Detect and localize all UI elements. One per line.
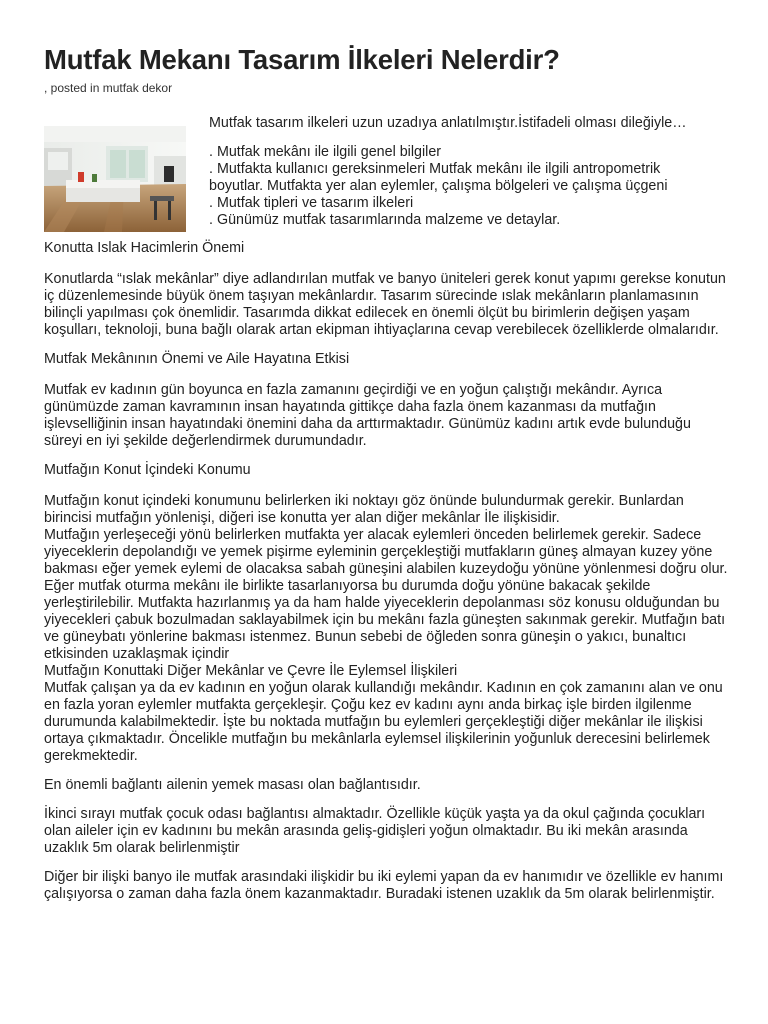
article-body xyxy=(44,240,728,903)
paragraph: Diğer bir ilişki banyo ile mutfak arasındaki ilişkidir bu iki eylemi yapan da ev hanımıdır ve özellikle ev hanımı çalışıyorsa o zaman daha fazla önem kazanmaktadır. Buradaki istenen uzaklık da 5m olarak belirlenmiştir. xyxy=(44,869,724,902)
intro-block xyxy=(44,115,728,228)
section-heading: Mutfak Mekânının Önemi ve Aile Hayatına Etkisi xyxy=(44,351,350,367)
meta-prefix: , posted in xyxy=(44,81,103,95)
paragraph: Mutfağın yerleşeceği yönü belirlerken mutfakta yer alacak eylemleri önceden belirlemek gerekir. Sadece yiyeceklerin depolandığı ve yemek pişirme eyleminin gerçekleştiği mutfakların güneş almayan kuzey yöne bakması eğer yemek eylemi de olacaksa sabah güneşini alabilen kuzeydoğu yönüne yönlenmesi doğru olur. Eğer mutfak oturma mekânı ile birlikte tasarlanıyorsa bu durumda doğu yönüne bakacak şekilde yerleştirilebilir. Mutfakta hazırlanmış ya da ham halde yiyeceklerin depolanması söz konusu olduğundan bu yiyecekleri çabuk bozulmadan saklayabilmek için bu mekânı fazla güneşten sakınmak gerekir. Mutfağın batı ve güneybatı yönlerine bakması istenmez. Bunun sebebi de öğleden sonra güneşin o yakıcı, bunaltıcı etkisinden uzaklaşmak içindir xyxy=(44,527,728,662)
list-item: boyutlar. Mutfakta yer alan eylemler, çalışma bölgeleri ve çalışma üçgeni xyxy=(209,178,668,194)
article xyxy=(44,42,728,915)
page-title: Mutfak Mekanı Tasarım İlkeleri Nelerdir? xyxy=(44,44,560,75)
intro-lead: Mutfak tasarım ilkeleri uzun uzadıya anlatılmıştır.İstifadeli olması dileğiyle… xyxy=(209,115,687,131)
paragraph: Konutlarda “ıslak mekânlar” diye adlandırılan mutfak ve banyo üniteleri gerek konut yapımı gerekse konutun iç düzenlemesinde büyük önem taşıyan mekânlardır. Tasarım sürecinde ıslak mekânların planlamasının bilinçli yapılması çok önemlidir. Tasarımda dikkat edilecek en önemli ölçüt bu birimlerin değişen yaşam koşulları, teknoloji, buna bağlı olarak artan ekipman ihtiyaçlarına cevap verebilecek özelliklerde olmalarıdır. xyxy=(44,271,726,338)
list-item: . Mutfak tipleri ve tasarım ilkeleri xyxy=(209,195,414,211)
list-item: . Mutfak mekânı ile ilgili genel bilgiler xyxy=(209,144,442,160)
list-item: . Mutfakta kullanıcı gereksinmeleri Mutfak mekânı ile ilgili antropometrik xyxy=(209,161,661,177)
subheading: Mutfağın Konuttaki Diğer Mekânlar ve Çevre İle Eylemsel İlişkileri xyxy=(44,663,458,679)
category-link[interactable]: mutfak dekor xyxy=(102,81,173,95)
section-heading: Mutfağın Konut İçindeki Konumu xyxy=(44,462,251,478)
kitchen-photo xyxy=(44,126,186,232)
paragraph: Mutfak ev kadının gün boyunca en fazla zamanını geçirdiği ve en yoğun çalıştığı mekândır. Ayrıca günümüzde zaman kavramının insan hayatında gittikçe daha fazla önem kazanması da mutfağın işlevselliğinin insan hayatındaki önemini daha da arttırmaktadır. Günümüz kadını artık evde bulunduğu süreyi en iyi şekilde değerlendirmek durumundadır. xyxy=(44,382,691,449)
intro-text xyxy=(209,115,729,229)
list-item: . Günümüz mutfak tasarımlarında malzeme ve detaylar. xyxy=(209,212,561,228)
paragraph: En önemli bağlantı ailenin yemek masası olan bağlantısıdır. xyxy=(44,777,421,793)
paragraph: Mutfağın konut içindeki konumunu belirlerken iki noktayı göz önünde bulundurmak gerekir. Bunlardan birincisi mutfağın yönlenişi, diğeri ise konutta yer alan diğer mekânlar İle ilişkisidir. xyxy=(44,493,684,526)
post-meta xyxy=(44,81,728,96)
section-heading: Konutta Islak Hacimlerin Önemi xyxy=(44,240,245,256)
paragraph: İkinci sırayı mutfak çocuk odası bağlantısı almaktadır. Özellikle küçük yaşta ya da okul çağında çocukları olan aileler için ev kadınını bu mekân arasında geliş-gidişleri yoğun olmaktadır. Bu iki mekân arasında uzaklık 5m olarak belirlenmiştir xyxy=(44,806,706,856)
paragraph: Mutfak çalışan ya da ev kadının en yoğun olarak kullandığı mekândır. Kadının en çok zamanını alan ve onu en fazla yoran eylemler mutfakta gerçekleşir. Çoğu kez ev kadını aynı anda birkaç işle birden ilgilenme durumunda kalabilmektedir. İşte bu noktada mutfağın bu eylemleri gerçekleştiği diğer mekânlar ile ilişkisi ortaya çıkmaktadır. Öncelikle mutfağın bu mekânlarla eylemsel ilişkilerinin yoğunluk derecesini belirlemek gerekmektedir. xyxy=(44,680,723,764)
